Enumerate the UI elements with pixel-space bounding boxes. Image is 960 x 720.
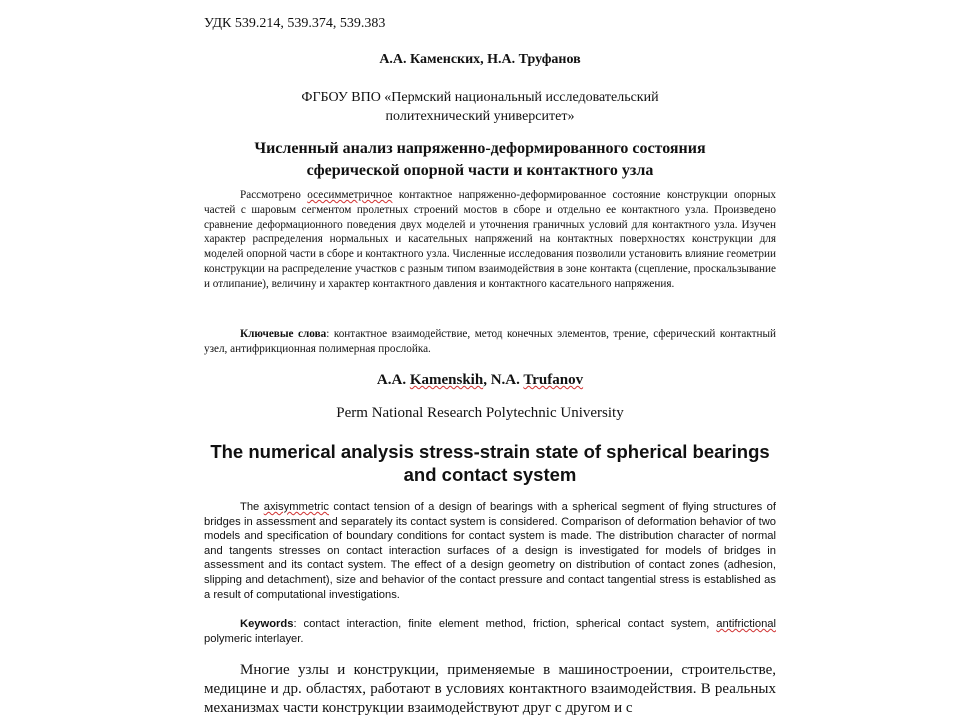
authors-ru: А.А. Каменских, Н.А. Труфанов xyxy=(379,52,581,67)
udk-code: УДК 539.214, 539.374, 539.383 xyxy=(204,16,386,31)
title-ru xyxy=(0,138,960,182)
keywords-ru-paragraph xyxy=(204,327,776,357)
keywords-en-spellcheck-word: antifrictional xyxy=(716,618,776,630)
abstract-en-spellcheck-word: axisymmetric xyxy=(263,501,329,513)
keywords-en-paragraph xyxy=(204,617,776,646)
abstract-ru-spellcheck-word: осесимметричное xyxy=(307,189,393,201)
body-paragraph: Многие узлы и конструкции, применяемые в машиностроении, строительстве, медицине и др. областях, работают в условиях контактного взаимодействия. В реальных механизмах части конструкции взаимодействуют друг с другом и с xyxy=(204,662,776,716)
affiliation-ru-line1: ФГБОУ ВПО «Пермский национальный исследовательский xyxy=(301,90,659,105)
abstract-ru-paragraph xyxy=(204,188,776,292)
affiliation-ru-line2: политехнический университет» xyxy=(385,109,575,124)
keywords-en xyxy=(204,617,776,646)
keywords-en-label: Keywords xyxy=(240,618,294,630)
authors-en-initials1: A.A. xyxy=(376,372,410,388)
abstract-ru xyxy=(204,188,776,292)
abstract-en-word1: The xyxy=(240,501,260,513)
abstract-en-text: contact tension of a design of bearings with a spherical segment of flying structures of bridges in assessment and separately its contact system is considered. Comparison of deformation behavior of two models and specification of boundary conditions for contact system is made. The distribution character of normal and tangents stresses on contact interaction surfaces of a design is investigated for models of bridges in assessment and its contact system. The effect of a design geometry on distribution of contact zones (adhesion, slipping and detachment), size and behavior of the contact pressure and contact tangential stress is established as a result of computational investigations. xyxy=(204,501,777,601)
authors-en xyxy=(0,372,960,389)
authors-en-initials2: , N.A. xyxy=(483,372,524,388)
title-en: The numerical analysis stress-strain state of spherical bearings and contact system xyxy=(210,441,770,485)
title-ru-line2: сферической опорной части и контактного узла xyxy=(306,162,654,179)
abstract-ru-text: контактное напряженно-деформированное состояние конструкции опорных частей с шаровым сегментом пролетных строений мостов в сборе и отдельно ее контактного узла. Произведено сравнение деформационного поведения двух моделей и уточнения граничных условий для контактного узла. Изучен характер распределения нормальных и касательных напряжений на контактных поверхностях конструкции для моделей опорной части в сборе и контактного узла. Численные исследования позволили установить влияние геометрии конструкции на распределение участков с разным типом взаимодействия в зоне контакта (сцепление, проскальзывание и отлипание), величину и характер контактного давления и контактного касательного напряжения. xyxy=(204,189,777,290)
title-ru-line1: Численный анализ напряженно-деформированного состояния xyxy=(254,140,706,157)
body-text xyxy=(204,661,776,718)
affiliation-en: Perm National Research Polytechnic University xyxy=(336,405,624,421)
keywords-ru-label: Ключевые слова xyxy=(240,328,327,340)
authors-en-name1: Kamenskih xyxy=(409,372,484,388)
abstract-ru-word1: Рассмотрено xyxy=(240,189,301,201)
affiliation-ru xyxy=(0,88,960,126)
keywords-en-text2: polymeric interlayer. xyxy=(204,632,304,645)
abstract-en-paragraph xyxy=(204,500,776,602)
authors-en-name2: Trufanov xyxy=(523,372,584,388)
abstract-en xyxy=(204,500,776,602)
keywords-ru-text: : контактное взаимодействие, метод конечных элементов, трение, сферический контактный узел, антифрикционная полимерная прослойка. xyxy=(204,328,776,355)
keywords-en-text1: : contact interaction, finite element method, friction, spherical contact system, xyxy=(293,618,710,630)
keywords-ru xyxy=(204,327,776,357)
